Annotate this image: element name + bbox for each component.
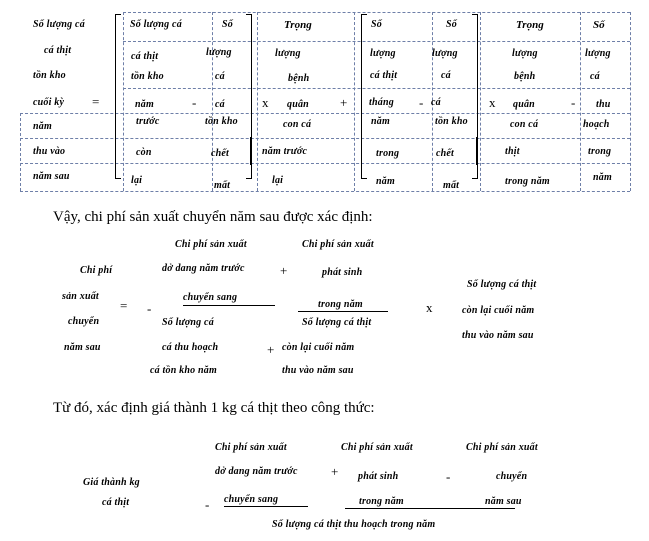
cell-text: quân bbox=[513, 99, 535, 110]
grid-line bbox=[630, 12, 631, 191]
numerator-text: chuyển sang bbox=[224, 494, 279, 505]
cell-text: lại bbox=[272, 175, 284, 186]
grid-line bbox=[123, 12, 124, 191]
minus-sign: - bbox=[419, 95, 424, 110]
cell-text: lượng bbox=[512, 48, 538, 59]
cell-text: cá bbox=[431, 97, 441, 108]
cell-text: con cá bbox=[283, 119, 312, 130]
grid-line bbox=[20, 113, 21, 191]
grid-line bbox=[20, 113, 630, 114]
cell-text: mất bbox=[214, 180, 231, 191]
minus-sign: - bbox=[192, 95, 197, 110]
lhs-text: tồn kho bbox=[33, 70, 66, 81]
left-bracket bbox=[361, 14, 367, 179]
denominator-text: cá tồn kho năm bbox=[150, 365, 217, 376]
cell-text: cá thịt bbox=[370, 70, 398, 81]
lhs-text: năm bbox=[33, 121, 52, 132]
plus-sign: + bbox=[280, 263, 288, 278]
cell-text: tháng bbox=[369, 97, 394, 108]
grid-line bbox=[20, 138, 630, 139]
cell-text: lượng bbox=[585, 48, 611, 59]
cell-text: lượng bbox=[432, 48, 458, 59]
cell-text: lượng bbox=[275, 48, 301, 59]
grid-line bbox=[580, 12, 581, 191]
cell-text: Số bbox=[593, 19, 605, 31]
grid-line bbox=[212, 12, 213, 191]
separator-line bbox=[250, 137, 251, 165]
cell-text: bệnh bbox=[514, 71, 536, 82]
cell-text: tồn kho bbox=[131, 71, 164, 82]
lhs-text: sản xuất bbox=[62, 291, 99, 302]
lhs-text: năm sau bbox=[33, 171, 70, 182]
grid-line bbox=[480, 12, 481, 191]
fraction-bar bbox=[298, 311, 388, 312]
cell-text: năm bbox=[376, 176, 395, 187]
cell-text: quân bbox=[287, 99, 309, 110]
cell-text: năm bbox=[135, 99, 154, 110]
minus-sign: - bbox=[446, 469, 451, 484]
rhs-text: Số lượng cá thịt bbox=[467, 279, 537, 290]
lhs-text: Chi phí bbox=[80, 265, 113, 276]
minus-sign: - bbox=[571, 95, 576, 110]
numerator-text: năm sau bbox=[485, 496, 522, 507]
cell-text: chết bbox=[211, 148, 230, 159]
lhs-text: năm sau bbox=[64, 342, 101, 353]
plus-sign: + bbox=[331, 464, 339, 479]
cell-text: cá bbox=[215, 99, 225, 110]
cell-text: con cá bbox=[510, 119, 539, 130]
cell-text: năm bbox=[593, 172, 612, 183]
numerator-text: phát sinh bbox=[358, 471, 399, 482]
grid-line bbox=[123, 88, 630, 89]
cell-text: cá thịt bbox=[131, 51, 159, 62]
cell-text: tồn kho bbox=[435, 116, 468, 127]
numerator-text: trong năm bbox=[359, 496, 404, 507]
numerator-text: Chi phí sản xuất bbox=[341, 442, 413, 453]
times-sign: x bbox=[426, 300, 433, 315]
cell-text: chết bbox=[436, 148, 455, 159]
fraction-bar bbox=[345, 508, 515, 509]
body-text-sentence-1: Vậy, chi phí sản xuất chuyển năm sau được xác định: bbox=[53, 209, 373, 225]
times-sign: x bbox=[489, 95, 496, 110]
denominator-text: Số lượng cá bbox=[162, 317, 214, 328]
cell-text: cá bbox=[590, 71, 600, 82]
grid-line bbox=[20, 163, 630, 164]
denominator-text: thu vào năm sau bbox=[282, 365, 354, 376]
grid-line bbox=[257, 12, 258, 191]
minus-sign: - bbox=[205, 497, 210, 512]
minus-sign: - bbox=[147, 301, 152, 316]
cell-text: tồn kho bbox=[205, 116, 238, 127]
cell-text: trước bbox=[136, 116, 160, 127]
numerator-text: trong năm bbox=[318, 299, 363, 310]
cell-text: năm trước bbox=[262, 146, 308, 157]
plus-sign: + bbox=[267, 342, 275, 357]
numerator-text: Chi phí sản xuất bbox=[466, 442, 538, 453]
cell-text: Trọng bbox=[284, 19, 312, 31]
lhs-text: cá thịt bbox=[44, 45, 72, 56]
denominator-text: Số lượng cá thịt thu hoạch trong năm bbox=[272, 519, 436, 530]
grid-line bbox=[123, 41, 630, 42]
cell-text: trong bbox=[588, 146, 612, 157]
cell-text: bệnh bbox=[288, 73, 310, 84]
denominator-text: cá thu hoạch bbox=[162, 342, 219, 353]
cell-text: Trọng bbox=[516, 19, 544, 31]
lhs-text: cuối kỳ bbox=[33, 97, 65, 108]
cell-text: thu bbox=[596, 99, 611, 110]
numerator-text: dở dang năm trước bbox=[215, 466, 298, 477]
plus-sign: + bbox=[340, 95, 348, 110]
cell-text: Số bbox=[222, 19, 233, 30]
cell-text: lại bbox=[131, 175, 143, 186]
cell-text: trong bbox=[376, 148, 400, 159]
underline bbox=[183, 305, 275, 306]
separator-line bbox=[476, 137, 477, 165]
underline bbox=[224, 506, 308, 507]
numerator-text: chuyển bbox=[496, 471, 528, 482]
lhs-text: Giá thành kg bbox=[83, 477, 140, 488]
numerator-text: Chi phí sản xuất bbox=[175, 239, 247, 250]
denominator-text: còn lại cuối năm bbox=[282, 342, 355, 353]
cell-text: còn bbox=[136, 147, 152, 158]
equals-sign: = bbox=[120, 298, 128, 313]
numerator-text: dở dang năm trước bbox=[162, 263, 245, 274]
cell-text: cá bbox=[215, 71, 225, 82]
grid-line bbox=[20, 191, 630, 192]
lhs-text: thu vào bbox=[33, 146, 66, 157]
cell-text: hoạch bbox=[583, 119, 610, 130]
cell-text: trong năm bbox=[505, 176, 550, 187]
right-bracket bbox=[472, 14, 478, 179]
rhs-text: còn lại cuối năm bbox=[462, 305, 535, 316]
rhs-text: thu vào năm sau bbox=[462, 330, 534, 341]
cell-text: năm bbox=[371, 116, 390, 127]
lhs-text: chuyển bbox=[68, 316, 100, 327]
numerator-text: Chi phí sản xuất bbox=[215, 442, 287, 453]
left-bracket bbox=[115, 14, 121, 179]
numerator-text: chuyển sang bbox=[183, 292, 238, 303]
grid-line bbox=[123, 12, 630, 13]
grid-line bbox=[354, 12, 355, 191]
cell-text: mất bbox=[443, 180, 460, 191]
cell-text: lượng bbox=[370, 48, 396, 59]
body-text-sentence-2: Từ đó, xác định giá thành 1 kg cá thịt theo công thức: bbox=[53, 400, 375, 416]
cell-text: Số bbox=[371, 19, 382, 30]
cell-text: cá bbox=[441, 70, 451, 81]
equals-sign: = bbox=[92, 94, 100, 109]
times-sign: x bbox=[262, 95, 269, 110]
lhs-text: Số lượng cá bbox=[33, 19, 85, 30]
cell-text: Số lượng cá bbox=[130, 19, 182, 30]
cell-text: lượng bbox=[206, 47, 232, 58]
denominator-text: Số lượng cá thịt bbox=[302, 317, 372, 328]
cell-text: Số bbox=[446, 19, 457, 30]
cell-text: thịt bbox=[505, 146, 520, 157]
lhs-text: cá thịt bbox=[102, 497, 130, 508]
right-bracket bbox=[246, 14, 252, 179]
numerator-text: phát sinh bbox=[322, 267, 363, 278]
numerator-text: Chi phí sản xuất bbox=[302, 239, 374, 250]
